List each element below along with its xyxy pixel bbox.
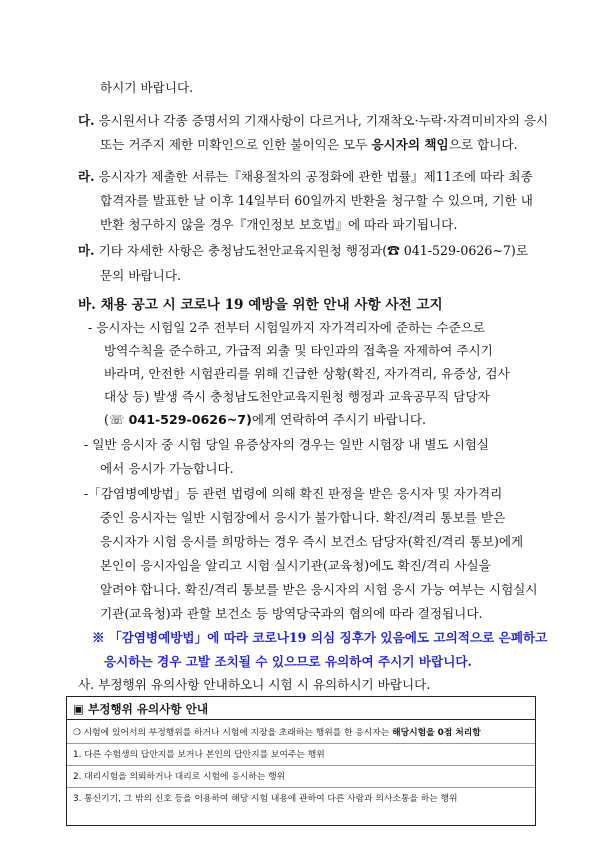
section-ra-text-1: 응시자가 제출한 서류는『채용절차의 공정화에 관한 법률』제11조에 따라 최종 xyxy=(94,169,533,184)
box-divider xyxy=(67,765,535,766)
section-da-line-1 xyxy=(78,113,548,129)
covid-notice-3-line-4: 본인이 응시자임을 알리고 시험 실시기관(교육청)에도 확진/격리 사실을 xyxy=(100,558,491,573)
misconduct-item: 3. 통신기기, 그 밖의 신호 등을 이용하여 해당 시험 내용에 관하여 다른 사람과 의사소통을 하는 행위 xyxy=(73,794,458,804)
contact-phone-number: 041-529-0626~7) xyxy=(128,412,252,427)
section-ra-line-1 xyxy=(78,169,533,185)
section-ma-text-1: 기타 자세한 사항은 충청남도천안교육지원청 행정과(☎ 041-529-0626~7)로 xyxy=(94,243,529,258)
section-ma-label: 마. xyxy=(78,243,95,258)
continuation-text: 하시기 바랍니다. xyxy=(100,80,194,95)
section-da-text-1: 응시원서나 각종 증명서의 기재사항이 다르거나, 기재착오·누락·자격미비자의 응시 xyxy=(94,113,549,128)
misconduct-item: 2. 대리시험을 의뢰하거나 대리로 시험에 응시하는 행위 xyxy=(73,772,286,782)
misconduct-box-title: ▣ 부정행위 유의사항 안내 xyxy=(67,697,535,720)
section-da-text-2a: 또는 거주지 제한 미확인으로 인한 불이익은 모두 xyxy=(100,137,372,152)
responsibility-emphasis: 응시자의 책임 xyxy=(371,137,449,152)
covid-notice-2-line-1: - 일반 응시자 중 시험 당일 유증상자의 경우는 일반 시험장 내 별도 시험실 xyxy=(84,437,490,452)
section-ra-label: 라. xyxy=(78,169,95,184)
section-da-text-2c: 으로 합니다. xyxy=(448,137,518,152)
section-ra-line-3: 반환 청구하지 않을 경우『개인정보 보호법』에 따라 파기됩니다. xyxy=(100,217,458,232)
covid-notice-1-line-4: 대상 등) 발생 즉시 충청남도천안교육지원청 행정과 교육공무직 담당자 xyxy=(104,389,490,404)
section-ma-line-1 xyxy=(78,243,528,259)
covid-notice-1-line-2: 방역수칙을 준수하고, 가급적 외출 및 타인과의 접촉을 자제하여 주시기 xyxy=(104,343,493,358)
warning-note-line-2: 응시하는 경우 고발 조치될 수 있으므로 유의하여 주시기 바랍니다. xyxy=(104,654,472,669)
section-ma-line-2: 문의 바랍니다. xyxy=(100,268,181,283)
covid-notice-3-line-1: -「감염병예방법」등 관련 법령에 의해 확진 판정을 받은 응시자 및 자가격리 xyxy=(84,486,503,501)
covid-notice-3-line-6: 기관(교육청)과 관할 보건소 등 방역당국과의 협의에 따라 결정됩니다. xyxy=(100,606,483,621)
section-sa-text: 사. 부정행위 유의사항 안내하오니 시험 시 유의하시기 바랍니다. xyxy=(78,677,431,692)
section-ba-heading: 바. 채용 공고 시 코로나 19 예방을 위한 안내 사항 사전 고지 xyxy=(78,297,443,313)
covid-notice-3-line-5: 알려야 합니다. 확진/격리 통보를 받은 응시자의 시험 응시 가능 여부는 시험실시 xyxy=(100,582,538,597)
covid-notice-1-text-5c: 에게 연락하여 주시기 바랍니다. xyxy=(251,412,426,427)
covid-notice-2-line-2: 에서 응시가 가능합니다. xyxy=(100,461,234,476)
box-divider xyxy=(67,787,535,788)
misconduct-intro xyxy=(73,727,481,739)
section-da-label: 다. xyxy=(78,113,95,128)
covid-notice-1-line-1: - 응시자는 시험일 2주 전부터 시험일까지 자가격리자에 준하는 수준으로 xyxy=(88,320,486,335)
section-ra-line-2: 합격자를 발표한 날 이후 14일부터 60일까지 반환을 청구할 수 있으며, 기한 내 xyxy=(100,193,533,208)
misconduct-notice-box xyxy=(66,696,536,826)
covid-notice-3-line-3: 응시자가 시험 응시를 희망하는 경우 즉시 보건소 담당자(확진/격리 통보)에게 xyxy=(100,534,524,549)
misconduct-item: 1. 다른 수험생의 답안지를 보거나 본인의 답안지를 보여주는 행위 xyxy=(73,750,325,760)
zero-point-penalty: 해당시험을 0점 처리함 xyxy=(392,728,481,738)
covid-notice-1-line-3: 바라며, 안전한 시험관리를 위해 긴급한 상황(확진, 자가격리, 유증상, 검사 xyxy=(104,366,510,381)
phone-icon-text: (☏ xyxy=(104,412,129,427)
warning-note-line-1: ※ 「감염병예방법」에 따라 코로나19 의심 징후가 있음에도 고의적으로 은폐하고 xyxy=(92,630,548,645)
covid-notice-3-line-2: 중인 응시자는 일반 시험장에서 응시가 불가합니다. 확진/격리 통보를 받은 xyxy=(100,510,506,525)
covid-notice-1-line-5 xyxy=(104,412,426,428)
section-da-line-2 xyxy=(100,137,518,153)
misconduct-intro-text: ❍ 시험에 있어서의 부정행위를 하거나 시험에 지장을 초래하는 행위를 한 응시자는 xyxy=(73,728,393,738)
box-divider xyxy=(67,743,535,744)
